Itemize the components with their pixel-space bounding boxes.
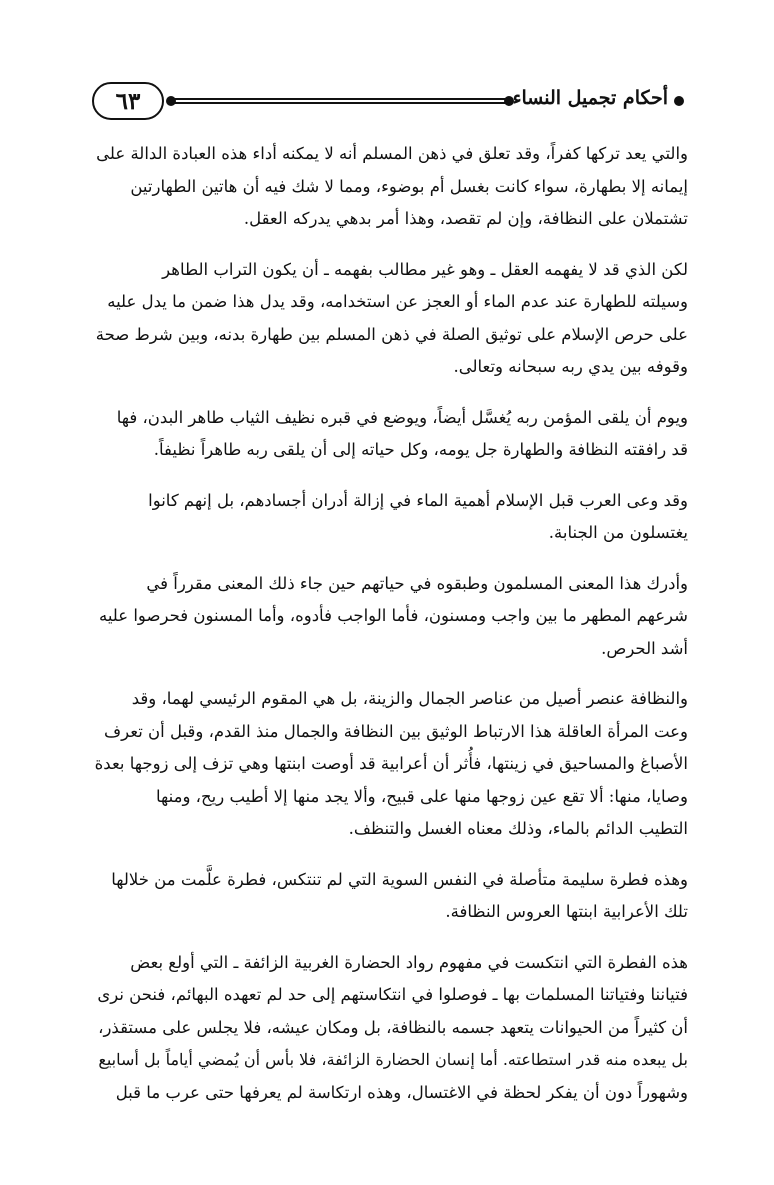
text-line: وقد وعى العرب قبل الإسلام أهمية الماء في إزالة أدران أجسادهم، بل إنهم كانوا <box>148 490 688 510</box>
body-text <box>90 138 688 1127</box>
paragraph <box>90 568 688 666</box>
text-line: أن كثيراً من الحيوانات يتعهد جسمه بالنظافة، بل ومكان عيشه، فلا يجلس على مستقذر، <box>98 1017 688 1037</box>
text-line: وشهوراً دون أن يفكر لحظة في الاغتسال، وهذه ارتكاسة لم يعرفها حتى عرب ما قبل <box>115 1082 688 1102</box>
text-line: والنظافة عنصر أصيل من عناصر الجمال والزينة، بل هي المقوم الرئيسي لهما، وقد <box>131 689 688 708</box>
paragraph <box>90 683 688 846</box>
running-header <box>92 82 686 126</box>
text-line: تلك الأعرابية ابنتها العروس النظافة. <box>445 902 688 921</box>
page-number: ٦٣ <box>92 82 164 120</box>
text-line: الأصباغ والمساحيق في زينتها، فأُثر أن أعرابية قد أوصت ابنتها وهي تزف إلى زوجها بعدة <box>94 754 688 773</box>
text-line: وهذه فطرة سليمة متأصلة في النفس السوية التي لم تنتكس، فطرة علَّمت من خلالها <box>111 869 688 889</box>
text-line: شرعهم المطهر ما بين واجب ومسنون، فأما الواجب فأدوه، وأما المسنون فحرصوا عليه <box>98 606 688 625</box>
paragraph <box>90 138 688 236</box>
text-line: على حرص الإسلام على توثيق الصلة في ذهن المسلم بين طهارة بدنه، وبين شرط صحة <box>95 324 688 344</box>
text-line: وسيلته للطهارة عند عدم الماء أو العجز عن استخدامه، وقد يدل هذا ضمن ما يدل عليه <box>107 292 688 311</box>
text-line: قد رافقته النظافة والطهارة جل يومه، وكل حياته إلى أن يلقى ربه طاهراً نظيفاً. <box>153 440 688 459</box>
paragraph <box>90 485 688 550</box>
text-line: ويوم أن يلقى المؤمن ربه يُغسَّل أيضاً، ويوضع في قبره نظيف الثياب طاهر البدن، فها <box>116 407 688 427</box>
text-line: وعت المرأة العاقلة هذا الارتباط الوثيق بين النظافة والجمال منذ القدم، وقبل أن تعرف <box>104 721 688 741</box>
text-line: فتياننا وفتياتنا المسلمات بها ـ فوصلوا في انتكاستهم إلى حد لم تعهده البهائم، فنحن نرى <box>97 985 688 1004</box>
text-line: هذه الفطرة التي انتكست في مفهوم رواد الحضارة الغربية الزائفة ـ التي أولع بعض <box>130 952 688 972</box>
text-line: إيمانه إلا بطهارة، سواء كانت بغسل أم بوضوء، ومما لا شك فيه أن هاتين الطهارتين <box>130 176 688 196</box>
header-rule <box>174 98 508 104</box>
text-line: لكن الذي قد لا يفهمه العقل ـ وهو غير مطالب بفهمه ـ أن يكون التراب الطاهر <box>162 259 688 279</box>
text-line: وقوفه بين يدي ربه سبحانه وتعالى. <box>453 357 688 376</box>
text-line: وصايا، منها: ألا تقع عين زوجها منها على قبيح، وألا يجد منها إلا أطيب ريح، ومنها <box>156 786 688 806</box>
text-line: والتي يعد تركها كفراً، وقد تعلق في ذهن المسلم أنه لا يمكنه أداء هذه العبادة الدالة على <box>96 144 688 163</box>
text-line: تشتملان على النظافة، وإن لم تقصد، وهذا أمر بدهي يدركه العقل. <box>243 209 688 228</box>
paragraph <box>90 254 688 384</box>
paragraph <box>90 947 688 1110</box>
running-title: أحكام تجميل النساء <box>512 87 668 109</box>
paragraph <box>90 402 688 467</box>
text-line: التطيب الدائم بالماء، وذلك معناه الغسل والتنظف. <box>348 819 688 838</box>
text-line: أشد الحرص. <box>601 638 688 658</box>
text-line: بل يبعده منه قدر استطاعته. أما إنسان الحضارة الزائفة، فلا بأس أن يُمضي أياماً بل أسابيع <box>98 1050 688 1069</box>
text-line: وأدرك هذا المعنى المسلمون وطبقوه في حياتهم حين جاء ذلك المعنى مقرراً في <box>146 573 688 593</box>
paragraph <box>90 864 688 929</box>
bullet-dot-icon <box>674 96 684 106</box>
text-line: يغتسلون من الجنابة. <box>548 523 688 542</box>
